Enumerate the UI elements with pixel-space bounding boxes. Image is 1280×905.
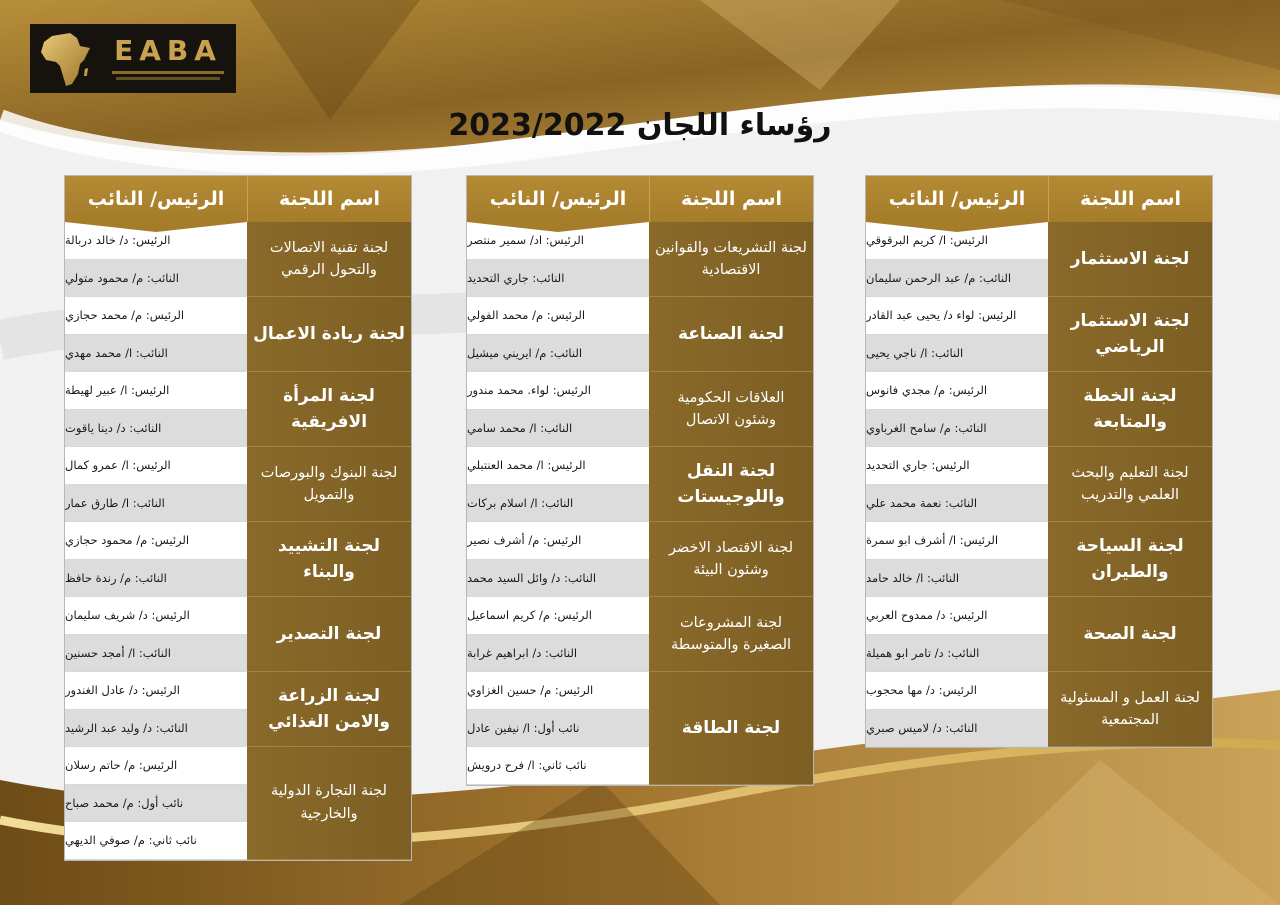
- committee-name: لجنة الطاقة: [649, 672, 813, 785]
- committee-name: لجنة الخطة والمتابعة: [1048, 372, 1212, 447]
- people-column: [65, 222, 247, 860]
- committee-name-column: [1048, 222, 1212, 747]
- panel-body: [65, 222, 411, 860]
- people-column: [467, 222, 649, 785]
- committee-name: لجنة التشييد والبناء: [247, 522, 411, 597]
- committee-name: لجنة النقل واللوجيستات: [649, 447, 813, 522]
- header-committee-name: اسم اللجنة: [649, 176, 813, 222]
- header-committee-name: اسم اللجنة: [247, 176, 411, 222]
- committee-name: لجنة التجارة الدولية والخارجية: [247, 747, 411, 860]
- committee-president: الرئيس: لواء. محمد مندور: [467, 372, 649, 410]
- committee-president: الرئيس: ا/ أشرف ابو سمرة: [866, 522, 1048, 560]
- committee-president: الرئيس: لواء د/ يحيى عبد القادر: [866, 297, 1048, 335]
- committee-president: الرئيس: م/ محمد حجازي: [65, 297, 247, 335]
- committee-deputy: نائب ثاني: ا/ فرح درويش: [467, 747, 649, 785]
- header-president-deputy: الرئيس/ النائب: [866, 176, 1048, 222]
- committee-president: الرئيس: ا/ عمرو كمال: [65, 447, 247, 485]
- committee-name: لجنة المرأة الافريقية: [247, 372, 411, 447]
- committee-name: لجنة الاستثمار الرياضي: [1048, 297, 1212, 372]
- brand-block: [100, 24, 236, 93]
- committee-name: لجنة البنوك والبورصات والتمويل: [247, 447, 411, 522]
- committee-deputy: النائب: جاري التحديد: [467, 260, 649, 298]
- committee-name: العلاقات الحكومية وشئون الاتصال: [649, 372, 813, 447]
- committee-deputy: النائب: د/ تامر ابو هميلة: [866, 635, 1048, 673]
- committee-name: لجنة تقنية الاتصالات والتحول الرقمي: [247, 222, 411, 297]
- committee-name: لجنة التصدير: [247, 597, 411, 672]
- panel-header: [467, 176, 813, 222]
- committee-president: الرئيس: م/ حسين الغزاوي: [467, 672, 649, 710]
- header-president-deputy: الرئيس/ النائب: [467, 176, 649, 222]
- committee-deputy: النائب: م/ ايريني ميشيل: [467, 335, 649, 373]
- committee-deputy: النائب: م/ محمود متولي: [65, 260, 247, 298]
- committee-deputy: نائب أول: ا/ نيفين عادل: [467, 710, 649, 748]
- committee-deputy: النائب: د/ وليد عبد الرشيد: [65, 710, 247, 748]
- committee-deputy: النائب: م/ رندة حافظ: [65, 560, 247, 598]
- panel-body: [467, 222, 813, 785]
- committee-name-column: [649, 222, 813, 785]
- committee-president: الرئيس: م/ محمد الفولي: [467, 297, 649, 335]
- committee-deputy: النائب: د/ وائل السيد محمد: [467, 560, 649, 598]
- people-column: [866, 222, 1048, 747]
- committee-deputy: النائب: ا/ خالد حامد: [866, 560, 1048, 598]
- brand-subtitle-line: [116, 77, 220, 80]
- header-president-deputy: الرئيس/ النائب: [65, 176, 247, 222]
- committee-president: الرئيس: اد/ سمير منتصر: [467, 222, 649, 260]
- committee-president: الرئيس: د/ مها محجوب: [866, 672, 1048, 710]
- committee-name: لجنة الصناعة: [649, 297, 813, 372]
- committee-deputy: النائب: م/ عبد الرحمن سليمان: [866, 260, 1048, 298]
- committee-president: الرئيس: م/ محمود حجازي: [65, 522, 247, 560]
- committee-name: لجنة الاقتصاد الاخضر وشئون البيئة: [649, 522, 813, 597]
- panel-header: [866, 176, 1212, 222]
- committee-president: الرئيس: م/ مجدي فانوس: [866, 372, 1048, 410]
- committee-president: الرئيس: د/ خالد دربالة: [65, 222, 247, 260]
- committee-name: لجنة التشريعات والقوانين الاقتصادية: [649, 222, 813, 297]
- committee-deputy: النائب: م/ سامح الغرباوي: [866, 410, 1048, 448]
- committee-deputy: النائب: ا/ اسلام بركات: [467, 485, 649, 523]
- committee-president: الرئيس: م/ كريم اسماعيل: [467, 597, 649, 635]
- committee-president: الرئيس: ا/ محمد العنتبلي: [467, 447, 649, 485]
- eaba-logo: [30, 24, 236, 93]
- committee-deputy: النائب: ا/ طارق عمار: [65, 485, 247, 523]
- brand-subtitle-line: [112, 71, 224, 74]
- africa-map-icon: [30, 24, 100, 93]
- committee-name: لجنة المشروعات الصغيرة والمتوسطة: [649, 597, 813, 672]
- committee-president: الرئيس: م/ أشرف نصير: [467, 522, 649, 560]
- committee-deputy: النائب: د/ ابراهيم غرابة: [467, 635, 649, 673]
- committee-deputy: النائب: نعمة محمد علي: [866, 485, 1048, 523]
- panel-header: [65, 176, 411, 222]
- committee-name-column: [247, 222, 411, 860]
- committee-deputy: النائب: ا/ ناجي يحيى: [866, 335, 1048, 373]
- committee-deputy: النائب: د/ دينا ياقوت: [65, 410, 247, 448]
- committee-deputy: النائب: د/ لاميس صبري: [866, 710, 1048, 748]
- brand-name: EABA: [114, 34, 222, 67]
- committee-panel: [64, 175, 412, 861]
- committee-deputy: نائب أول: م/ محمد صباح: [65, 785, 247, 823]
- committee-president: الرئيس: د/ شريف سليمان: [65, 597, 247, 635]
- committee-deputy: نائب ثاني: م/ صوفي الديهي: [65, 822, 247, 860]
- committee-deputy: النائب: ا/ محمد مهدي: [65, 335, 247, 373]
- committee-president: الرئيس: م/ حاتم رسلان: [65, 747, 247, 785]
- committee-president: الرئيس: د/ ممدوح العربي: [866, 597, 1048, 635]
- committee-deputy: النائب: ا/ أمجد حسنين: [65, 635, 247, 673]
- page-title: رؤساء اللجان 2023/2022: [448, 108, 832, 143]
- committee-name: لجنة العمل و المسئولية المجتمعية: [1048, 672, 1212, 747]
- committee-president: الرئيس: ا/ كريم البرقوقي: [866, 222, 1048, 260]
- committee-president: الرئيس: جاري التحديد: [866, 447, 1048, 485]
- committee-name: لجنة الزراعة والامن الغذائي: [247, 672, 411, 747]
- committee-name: لجنة ريادة الاعمال: [247, 297, 411, 372]
- committee-president: الرئيس: ا/ عبير لهيطة: [65, 372, 247, 410]
- committee-president: الرئيس: د/ عادل الغندور: [65, 672, 247, 710]
- committee-name: لجنة السياحة والطيران: [1048, 522, 1212, 597]
- committee-deputy: النائب: ا/ محمد سامي: [467, 410, 649, 448]
- committee-panel: [865, 175, 1213, 748]
- committee-name: لجنة التعليم والبحث العلمي والتدريب: [1048, 447, 1212, 522]
- committee-name: لجنة الاستثمار: [1048, 222, 1212, 297]
- committee-name: لجنة الصحة: [1048, 597, 1212, 672]
- header-committee-name: اسم اللجنة: [1048, 176, 1212, 222]
- committee-panel: [466, 175, 814, 786]
- panel-body: [866, 222, 1212, 747]
